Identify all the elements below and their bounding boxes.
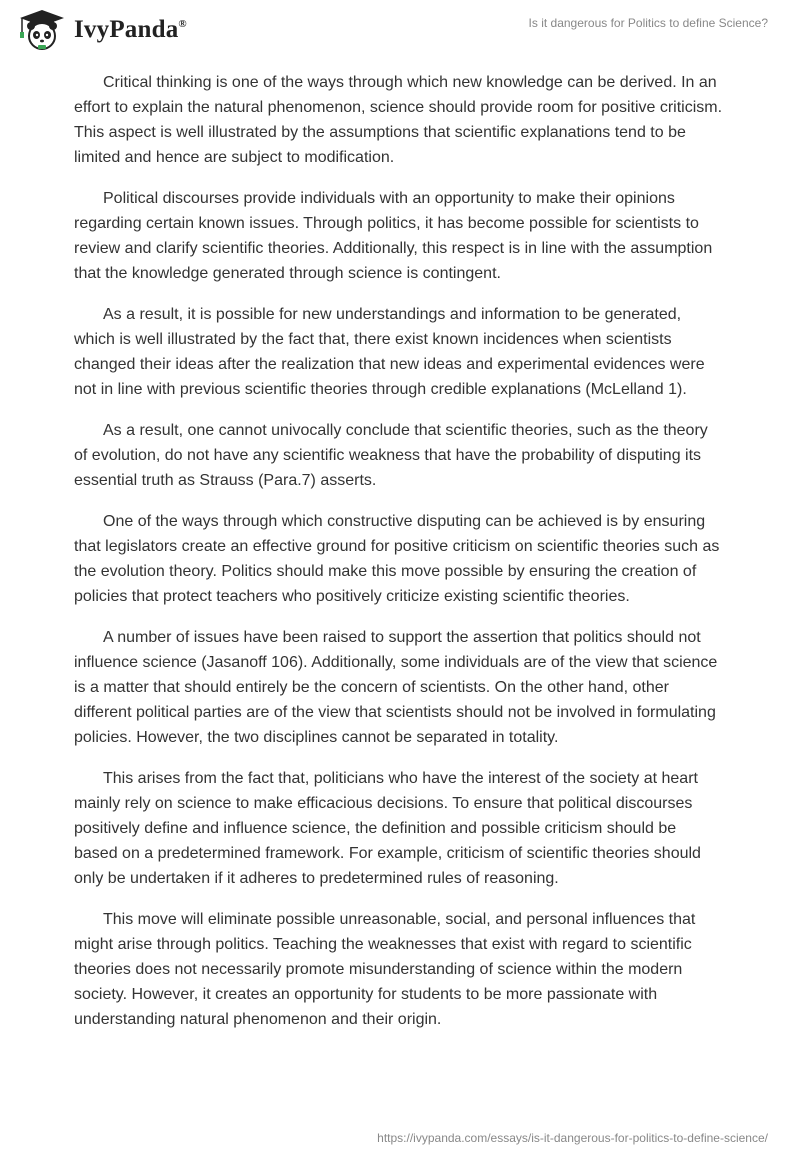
paragraph: As a result, one cannot univocally conclude that scientific theories, such as the theory of evolution, do not have any scientific weakness that have the probability of disputing its essential truth as Strauss (Para.7) asserts.: [74, 422, 708, 489]
essay-body: [74, 70, 724, 1048]
panda-graduate-icon: [16, 8, 68, 52]
paragraph: This arises from the fact that, politicians who have the interest of the society at heart mainly rely on science to make efficacious decisions. To ensure that political discourses positively define and influence science, the definition and possible criticism should be based on a predetermined framework. For example, criticism of scientific theories should only be undertaken if it adheres to predetermined rules of reasoning.: [74, 770, 701, 887]
paragraph: One of the ways through which constructive disputing can be achieved is by ensuring that legislators create an effective ground for positive criticism on scientific theories such as the evolution theory. Politics should make this move possible by ensuring the creation of policies that protect teachers who positively criticize existing scientific theories.: [74, 513, 720, 605]
paragraph: As a result, it is possible for new understandings and information to be generated, which is well illustrated by the fact that, there exist known incidences when scientists changed their ideas after the realization that new ideas and experimental evidences were not in line with previous scientific theories through credible explanations (McLelland 1).: [74, 306, 705, 398]
paragraph: Political discourses provide individuals with an opportunity to make their opinions regarding certain known issues. Through politics, it has become possible for scientists to review and clarify scientific theories. Additionally, this respect is in line with the assumption that the knowledge generated through science is contingent.: [74, 190, 713, 282]
paragraph: Critical thinking is one of the ways through which new knowledge can be derived. In an effort to explain the natural phenomenon, science should provide room for positive criticism. This aspect is well illustrated by the assumptions that scientific explanations tend to be limited and hence are subject to modification.: [74, 74, 723, 166]
logo-text: IvyPanda®: [74, 16, 187, 43]
paragraph: A number of issues have been raised to support the assertion that politics should not influence science (Jasanoff 106). Additionally, some individuals are of the view that science is a matter that should entirely be the concern of scientists. On the other hand, other different political parties are of the view that scientists should not be involved in formulating policies. However, the two disciplines cannot be separated in totality.: [74, 629, 718, 746]
source-url[interactable]: https://ivypanda.com/essays/is-it-dangerous-for-politics-to-define-science/: [377, 1131, 768, 1145]
document-title: Is it dangerous for Politics to define Science?: [528, 16, 768, 30]
paragraph: This move will eliminate possible unreasonable, social, and personal influences that might arise through politics. Teaching the weaknesses that exist with regard to scientific theories does not necessarily promote misunderstanding of science within the modern society. However, it creates an opportunity for students to be more passionate with understanding natural phenomenon and their origin.: [74, 911, 696, 1028]
page-header: [0, 0, 800, 60]
logo[interactable]: [16, 8, 187, 52]
